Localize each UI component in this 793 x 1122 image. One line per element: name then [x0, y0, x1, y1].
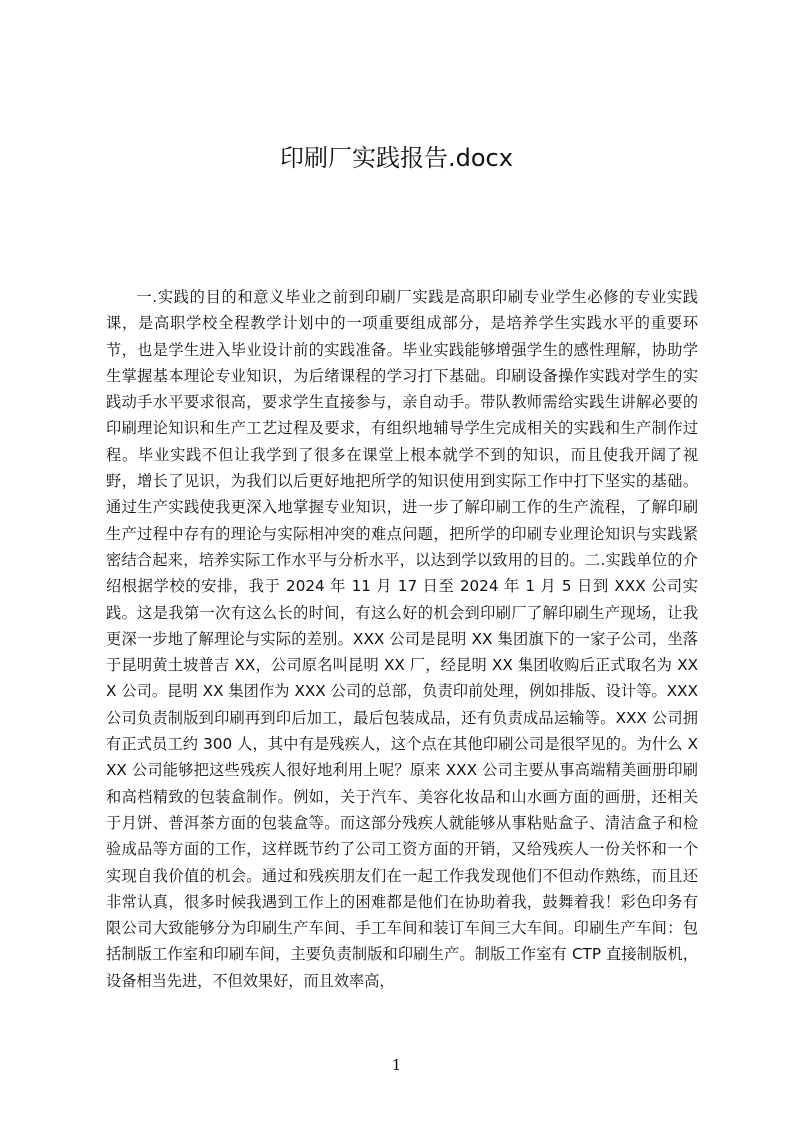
document-title: 印刷厂实践报告.docx — [280, 144, 513, 172]
body-paragraph: 一.实践的目的和意义毕业之前到印刷厂实践是高职印刷专业学生必修的专业实践课，是高职学校全程教学计划中的一项重要组成部分，是培养学生实践水平的重要环节，也是学生进入毕业设计前的实践准备。毕业实践能够增强学生的感性理解，协助学生掌握基本理论专业知识，为后绪课程的学习打下基础。印刷设备操作实践对学生的实践动手水平要求很高，要求学生直接参与，亲自动手。带队教师需给实践生讲解必要的印刷理论知识和生产工艺过程及要求，有组织地辅导学生完成相关的实践和生产制作过程。毕业实践不但让我学到了很多在课堂上根本就学不到的知识，而且使我开阔了视野，增长了见识，为我们以后更好地把所学的知识使用到实际工作中打下坚实的基础。通过生产实践使我更深入地掌握专业知识，进一步了解印刷工作的生产流程，了解印刷生产过程中存有的理论与实际相冲突的难点问题，把所学的印刷专业理论知识与实践紧密结合起来，培养实际工作水平与分析水平，以达到学以致用的目的。二.实践单位的介绍根据学校的安排，我于 2024 年 11 月 17 日至 2024 年 1 月 5 日到 XXX 公司实践。这是我第一次有这么长的时间，有这么好的机会到印刷厂了解印刷生产现场，让我更深一步地了解理论与实际的差别。XXX 公司是昆明 XX 集团旗下的一家子公司，坐落于昆明黄土坡普吉 XX，公司原名叫昆明 XX 厂，经昆明 XX 集团收购后正式取名为 XXX 公司。昆明 XX 集团作为 XXX 公司的总部，负责印前处理，例如排版、设计等。XXX 公司负责制版到印刷再到印后加工，最后包装成品，还有负责成品运输等。XXX 公司拥有正式员工约 300 人，其中有是残疾人，这个点在其他印刷公司是很罕见的。为什么 XXX 公司能够把这些残疾人很好地利用上呢？原来 XXX 公司主要从事高端精美画册印刷和高档精致的包装盒制作。例如，关于汽车、美容化妆品和山水画方面的画册，还相关于月饼、普洱茶方面的包装盒等。而这部分残疾人就能够从事粘贴盒子、清洁盒子和检验成品等方面的工作，这样既节约了公司工资方面的开销，又给残疾人一份关怀和一个实现自我价值的机会。通过和残疾朋友们在一起工作我发现他们不但动作熟练，而且还非常认真，很多时候我遇到工作上的困难都是他们在协助着我，鼓舞着我！彩色印务有限公司大致能够分为印刷生产车间、手工车间和装订车间三大车间。印刷生产车间：包括制版工作室和印刷车间，主要负责制版和印刷生产。制版工作室有 CTP 直接制版机，设备相当先进，不但效果好，而且效率高， — [106, 288, 698, 990]
page-number: 1 — [391, 1056, 402, 1074]
